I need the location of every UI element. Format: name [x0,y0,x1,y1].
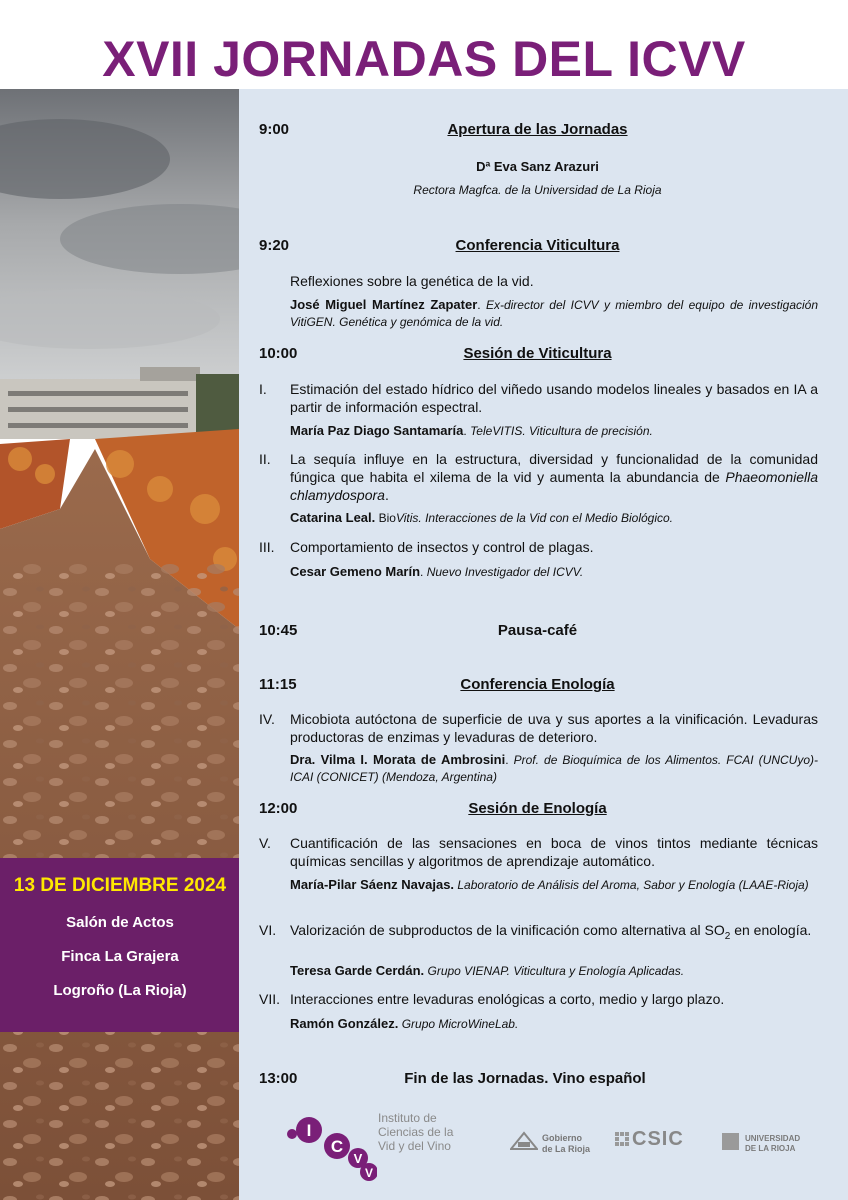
gobierno-rioja-icon [510,1130,538,1150]
speaker-rectora: Dª Eva Sanz Arazuri [476,159,599,174]
author-diago: María Paz Diago Santamaría. TeleVITIS. Viticultura de precisión. [290,423,653,438]
icvv-logo [285,1108,377,1183]
talk-insectos: Comportamiento de insectos y control de plagas. [290,539,594,555]
author-saenz: María-Pilar Sáenz Navajas. Laboratorio de Análisis del Aroma, Sabor y Enología (LAAE-Rioja) [290,877,809,892]
icvv-letter: V [364,1166,374,1180]
time-1115: 11:15 [259,676,297,693]
time-1200: 12:00 [259,800,298,817]
talk-sensaciones: Cuantificación de las sensaciones en boca de vinos tintos mediante técnicas químicas sencillas y algoritmos de aprendizaje automático. [290,835,818,869]
heading-pausa-cafe: Pausa-café [497,622,578,639]
icvv-letter: I [306,1121,312,1140]
icvv-letter: V [353,1151,363,1166]
item-number: V. [259,835,271,851]
talk-subproductos: Valorización de subproductos de la vinificación como alternativa al $SO_2$ en enología. [290,922,812,942]
vineyard-photo [0,89,239,1200]
event-venue: Salón de Actos [66,914,174,931]
talk-sequia: La sequía influye en la estructura, diversidad y funcionalidad de la comunidad fúngica que habita el xilema de la vid y aumenta la abundancia de Phaeomoniella chlamydospora. [290,451,819,503]
item-number: VII. [259,991,281,1007]
time-900: 9:00 [259,121,290,138]
talk-estado-hidrico: Estimación del estado hídrico del viñedo usando modelos lineales y basados en IA a partir de información espectral. [290,381,818,415]
talk-micobiota: Micobiota autóctona de superficie de uva y sus aportes a la vinificación. Levaduras productoras de enzimas y levaduras de deterioro. [290,711,818,745]
author-morata: Dra. Vilma I. Morata de Ambrosini. Prof. de Bioquímica de los Alimentos. FCAI (UNCUyo)- ICAI (CONICET) (Mendoza, Argentina) [290,752,818,784]
universidad-rioja-icon [722,1133,739,1150]
item-number: III. [259,539,275,555]
icvv-logo-text: Instituto de Ciencias de la Vid y del Vino [378,1111,454,1153]
time-920: 9:20 [259,237,290,254]
event-city: Logroño (La Rioja) [53,982,187,999]
talk-genetica: Reflexiones sobre la genética de la vid. [290,273,534,289]
author-martinez: José Miguel Martínez Zapater. Ex-director del ICVV y miembro del equipo de investigación VitiGEN. Genética y genómica de la vid. [290,297,819,329]
heading-conferencia-viticultura: Conferencia Viticultura [455,237,620,254]
author-gonzalez: Ramón González. Grupo MicroWineLab. [290,1016,519,1031]
csic-emblem-icon [614,1131,630,1147]
csic-logo-text: CSIC [632,1128,684,1150]
heading-conferencia-enologia: Conferencia Enología [460,676,615,693]
heading-sesion-enologia: Sesión de Enología [468,800,607,817]
item-number: II. [259,451,271,467]
talk-interacciones: Interacciones entre levaduras enológicas a corto, medio y largo plazo. [290,991,725,1007]
author-leal: Catarina Leal. BioVitis. Interacciones de la Vid con el Medio Biológico. [290,510,674,525]
speaker-role: Rectora Magfca. de la Universidad de La Rioja [413,183,662,197]
event-date-box [0,858,240,1032]
heading-sesion-viticultura: Sesión de Viticultura [463,345,612,362]
time-1000: 10:00 [259,345,298,362]
page-title: XVII JORNADAS DEL ICVV [102,31,746,87]
item-number: IV. [259,711,275,727]
heading-apertura: Apertura de las Jornadas [447,121,628,138]
heading-fin: Fin de las Jornadas. Vino español [404,1070,646,1087]
author-gemeno: Cesar Gemeno Marín. Nuevo Investigador del ICVV. [290,564,584,579]
item-number: I. [259,381,267,397]
item-number: VI. [259,922,277,938]
author-garde: Teresa Garde Cerdán. Grupo VIENAP. Viticultura y Enología Aplicadas. [290,963,685,978]
time-1300: 13:00 [259,1070,298,1087]
event-place: Finca La Grajera [61,948,179,965]
event-date: 13 DE DICIEMBRE 2024 [13,875,227,896]
icvv-letter: C [330,1137,344,1156]
universidad-rioja-logo-text: UNIVERSIDAD DE LA RIOJA [745,1134,801,1153]
gobierno-rioja-logo-text: Gobierno de La Rioja [542,1133,591,1154]
time-1045: 10:45 [259,622,298,639]
programme-panel [239,89,848,1200]
